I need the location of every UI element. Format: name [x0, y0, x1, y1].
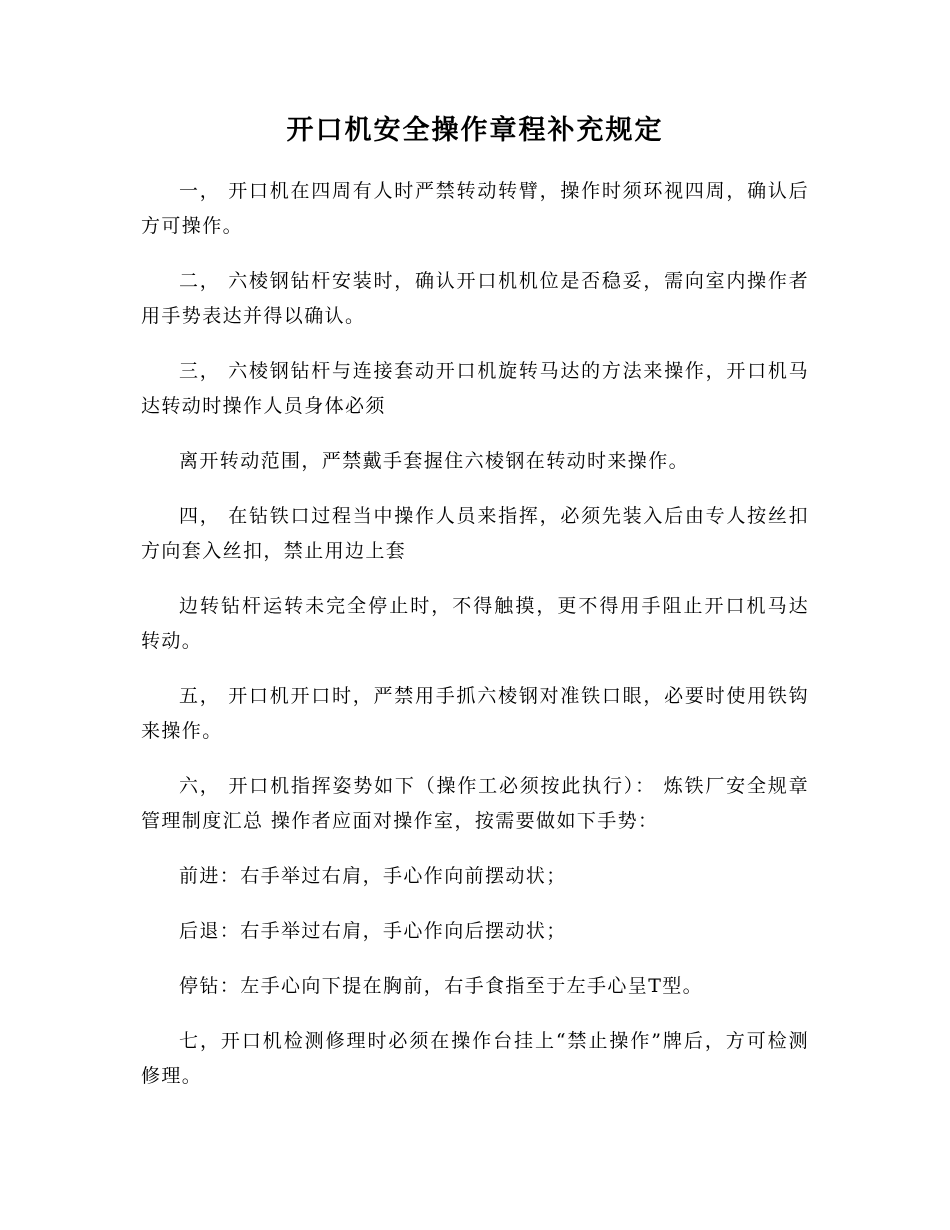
- paragraph-7: 七，开口机检测修理时必须在操作台挂上“禁止操作”牌后，方可检测修理。: [141, 1030, 809, 1087]
- paragraph-4: 四， 在钻铁口过程当中操作人员来指挥，必须先装入后由专人按丝扣方向套入丝扣，禁止用边上套: [141, 505, 809, 562]
- paragraph-6: 六， 开口机指挥姿势如下（操作工必须按此执行）： 炼铁厂安全规章管理制度汇总 操作者应面对操作室，按需要做如下手势：: [141, 775, 809, 832]
- paragraph-2: 二， 六棱钢钻杆安装时，确认开口机机位是否稳妥，需向室内操作者用手势表达并得以确认。: [141, 270, 809, 327]
- paragraph-1: 一， 开口机在四周有人时严禁转动转臂，操作时须环视四周，确认后方可操作。: [141, 180, 809, 237]
- document-page: [141, 112, 809, 1114]
- gesture-stop: 停钻：左手心向下提在胸前，右手食指至于左手心呈T型。: [179, 975, 704, 997]
- paragraph-5: 五， 开口机开口时，严禁用手抓六棱钢对准铁口眼，必要时使用铁钩来操作。: [141, 685, 809, 742]
- gesture-backward: 后退：右手举过右肩，手心作向后摆动状；: [179, 920, 567, 942]
- gesture-forward: 前进：右手举过右肩，手心作向前摆动状；: [179, 865, 567, 887]
- document-title: 开口机安全操作章程补充规定: [286, 115, 664, 146]
- paragraph-4-continued: 边转钻杆运转未完全停止时，不得触摸，更不得用手阻止开口机马达转动。: [141, 595, 809, 652]
- paragraph-3: 三， 六棱钢钻杆与连接套动开口机旋转马达的方法来操作，开口机马达转动时操作人员身体必须: [141, 360, 809, 417]
- paragraph-3-continued: 离开转动范围，严禁戴手套握住六棱钢在转动时来操作。: [179, 450, 690, 472]
